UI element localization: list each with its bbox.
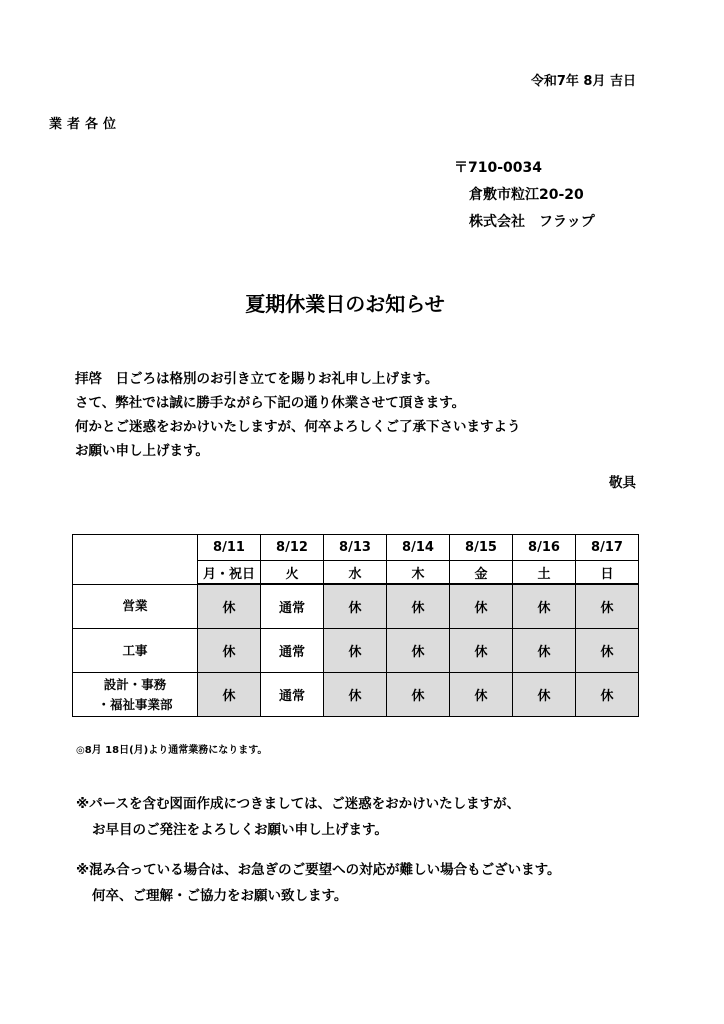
- status-cell: 通常: [261, 673, 324, 717]
- weekday-cell: 火: [261, 561, 324, 585]
- status-cell: 休: [576, 584, 639, 629]
- status-cell: 休: [513, 629, 576, 673]
- date-cell: 8/14: [387, 535, 450, 561]
- date-cell: 8/12: [261, 535, 324, 561]
- greeting-body: [75, 367, 521, 463]
- table-corner-cell: [73, 535, 198, 585]
- sender-block: [454, 155, 595, 236]
- status-cell: 休: [576, 673, 639, 717]
- status-cell: 休: [513, 584, 576, 629]
- category-cell: [73, 629, 198, 673]
- sender-company: 株式会社 フラップ: [469, 214, 595, 230]
- status-cell: 休: [450, 629, 513, 673]
- note-line: 何卒、ご理解・ご協力をお願い致します。: [92, 888, 348, 904]
- weekday-cell: 日: [576, 561, 639, 585]
- status-cell: 通常: [261, 584, 324, 629]
- status-cell: 休: [450, 673, 513, 717]
- category-label: 工事: [122, 642, 148, 658]
- status-cell: 休: [513, 673, 576, 717]
- date-cell: 8/11: [198, 535, 261, 561]
- body-line: さて、弊社では誠に勝手ながら下記の通り休業させて頂きます。: [75, 395, 466, 411]
- closing-word: 敬具: [609, 475, 636, 491]
- status-cell: 休: [324, 629, 387, 673]
- table-row: [73, 673, 639, 717]
- date-cell: 8/16: [513, 535, 576, 561]
- status-cell: 休: [387, 673, 450, 717]
- sender-address: 倉敷市粒江20-20: [469, 187, 584, 203]
- weekday-cell: 金: [450, 561, 513, 585]
- status-cell: 休: [387, 629, 450, 673]
- weekday-cell: 月・祝日: [198, 561, 261, 585]
- weekday-cell: 木: [387, 561, 450, 585]
- date-cell: 8/15: [450, 535, 513, 561]
- sender-postal-code: 〒710-0034: [454, 160, 542, 176]
- weekday-cell: 土: [513, 561, 576, 585]
- category-cell: [73, 673, 198, 717]
- table-row: [73, 629, 639, 673]
- status-cell: 休: [198, 673, 261, 717]
- category-cell: [73, 584, 198, 629]
- table-row: [73, 584, 639, 629]
- notice-title: 夏期休業日のお知らせ: [245, 292, 445, 316]
- resume-notice: ◎8月 18日(月)より通常業務になります。: [76, 745, 268, 756]
- note-line: ※パースを含む図面作成につきましては、ご迷惑をおかけいたしますが、: [76, 796, 521, 812]
- body-line: 何かとご迷惑をおかけいたしますが、何卒よろしくご了承下さいますよう: [75, 419, 521, 435]
- note-line: ※混み合っている場合は、お急ぎのご要望への対応が難しい場合もございます。: [76, 862, 561, 878]
- category-label: ・福祉事業部: [97, 696, 173, 712]
- date-cell: 8/13: [324, 535, 387, 561]
- status-cell: 休: [387, 584, 450, 629]
- busy-period-note: [76, 857, 561, 909]
- status-cell: 休: [450, 584, 513, 629]
- document-date: 令和7年 8月 吉日: [530, 74, 636, 89]
- addressee: 業者各位: [49, 117, 122, 132]
- body-line: お願い申し上げます。: [75, 443, 209, 459]
- status-cell: 休: [198, 584, 261, 629]
- status-cell: 休: [576, 629, 639, 673]
- category-label: 設計・事務: [103, 676, 167, 692]
- holiday-schedule-table: [72, 534, 639, 717]
- status-cell: 休: [324, 673, 387, 717]
- weekday-cell: 水: [324, 561, 387, 585]
- body-line: 拝啓 日ごろは格別のお引き立てを賜りお礼申し上げます。: [75, 371, 439, 387]
- category-label: 営業: [122, 598, 148, 614]
- status-cell: 休: [198, 629, 261, 673]
- status-cell: 休: [324, 584, 387, 629]
- drawing-order-note: [76, 791, 520, 843]
- date-header-row: [73, 535, 639, 561]
- note-line: お早目のご発注をよろしくお願い申し上げます。: [92, 822, 388, 838]
- status-cell: 通常: [261, 629, 324, 673]
- date-cell: 8/17: [576, 535, 639, 561]
